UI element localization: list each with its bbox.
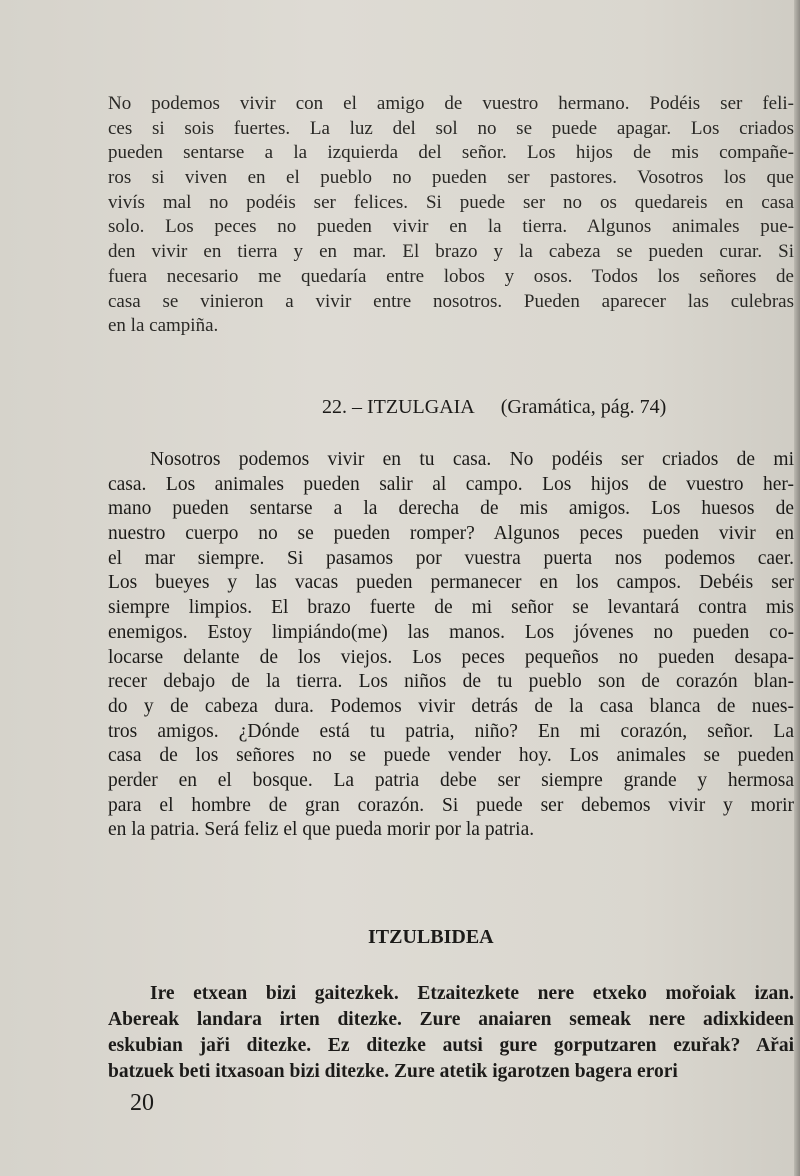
paragraph-1 — [108, 92, 794, 339]
text-line: ces si sois fuertes. La luz del sol no se puede apagar. Los criados — [108, 117, 794, 139]
text-line: recer debajo de la tierra. Los niños de tu pueblo son de corazón blan- — [108, 671, 794, 693]
page-number: 20 — [130, 1090, 154, 1116]
section-title: 22. – ITZULGAIA — [322, 396, 475, 418]
text-line: solo. Los peces no pueden vivir en la tierra. Algunos animales pue- — [108, 216, 794, 238]
text-line: casa. Los animales pueden salir al campo. Los hijos de vuestro her- — [108, 473, 794, 495]
text-line: enemigos. Estoy limpiándo(me) las manos. Los jóvenes no pueden co- — [108, 621, 794, 643]
text-line: den vivir en tierra y en mar. El brazo y la cabeza se pueden curar. Si — [108, 241, 794, 263]
text-line: Los bueyes y las vacas pueden permanecer en los campos. Debéis ser — [108, 572, 794, 594]
text-line: pueden sentarse a la izquierda del señor. Los hijos de mis compañe- — [108, 142, 794, 164]
text-line: batzuek beti itxasoan bizi ditezke. Zure atetik igarotzen bagera erori — [108, 1061, 678, 1082]
text-line: Abereak landara irten ditezke. Zure anaiaren semeak nere adixkideen — [108, 1009, 794, 1030]
text-line: casa de los señores no se puede vender hoy. Los animales se pueden — [108, 745, 794, 767]
text-line: siempre limpios. El brazo fuerte de mi señor se levantará contra mis — [108, 597, 794, 619]
text-line: do y de cabeza dura. Podemos vivir detrás de la casa blanca de nues- — [108, 695, 794, 717]
text-line: Nosotros podemos vivir en tu casa. No podéis ser criados de mi — [150, 449, 794, 470]
text-line: locarse delante de los viejos. Los peces pequeños no pueden desapa- — [108, 646, 794, 668]
text-line: el mar siempre. Si pasamos por vuestra puerta nos podemos caer. — [108, 547, 794, 569]
section-heading — [322, 396, 666, 419]
text-line: eskubian jaři ditezke. Ez ditezke autsi gure gorputzaren ezuřak? Ařai — [108, 1035, 794, 1056]
text-line: para el hombre de gran corazón. Si puede ser debemos vivir y morir — [108, 794, 794, 816]
text-line: vivís mal no podéis ser felices. Si puede ser no os quedareis en casa — [108, 191, 794, 213]
text-line: en la campiña. — [108, 315, 219, 337]
text-line: perder en el bosque. La patria debe ser siempre grande y hermosa — [108, 769, 794, 791]
page-edge — [794, 0, 800, 1176]
paragraph-2 — [108, 448, 794, 843]
text-line: nuestro cuerpo no se pueden romper? Algunos peces pueden vivir en — [108, 523, 794, 545]
text-line: fuera necesario me quedaría entre lobos y osos. Todos los señores de — [108, 265, 794, 287]
text-line: casa se vinieron a vivir entre nosotros. Pueden aparecer las culebras — [108, 290, 794, 312]
text-line: en la patria. Será feliz el que pueda morir por la patria. — [108, 819, 535, 841]
text-line: mano pueden sentarse a la derecha de mis amigos. Los huesos de — [108, 498, 794, 520]
grammar-reference: (Gramática, pág. 74) — [500, 396, 667, 418]
text-line: ros si viven en el pueblo no pueden ser pastores. Vosotros los que — [108, 167, 794, 189]
text-line: tros amigos. ¿Dónde está tu patria, niño? En mi corazón, señor. La — [108, 720, 794, 742]
text-line: No podemos vivir con el amigo de vuestro hermano. Podéis ser feli- — [108, 93, 794, 114]
text-line: Ire etxean bizi gaitezkek. Etzaitezkete nere etxeko mořoiak izan. — [150, 983, 794, 1004]
paragraph-3 — [108, 981, 794, 1085]
answer-heading: ITZULBIDEA — [368, 926, 494, 948]
